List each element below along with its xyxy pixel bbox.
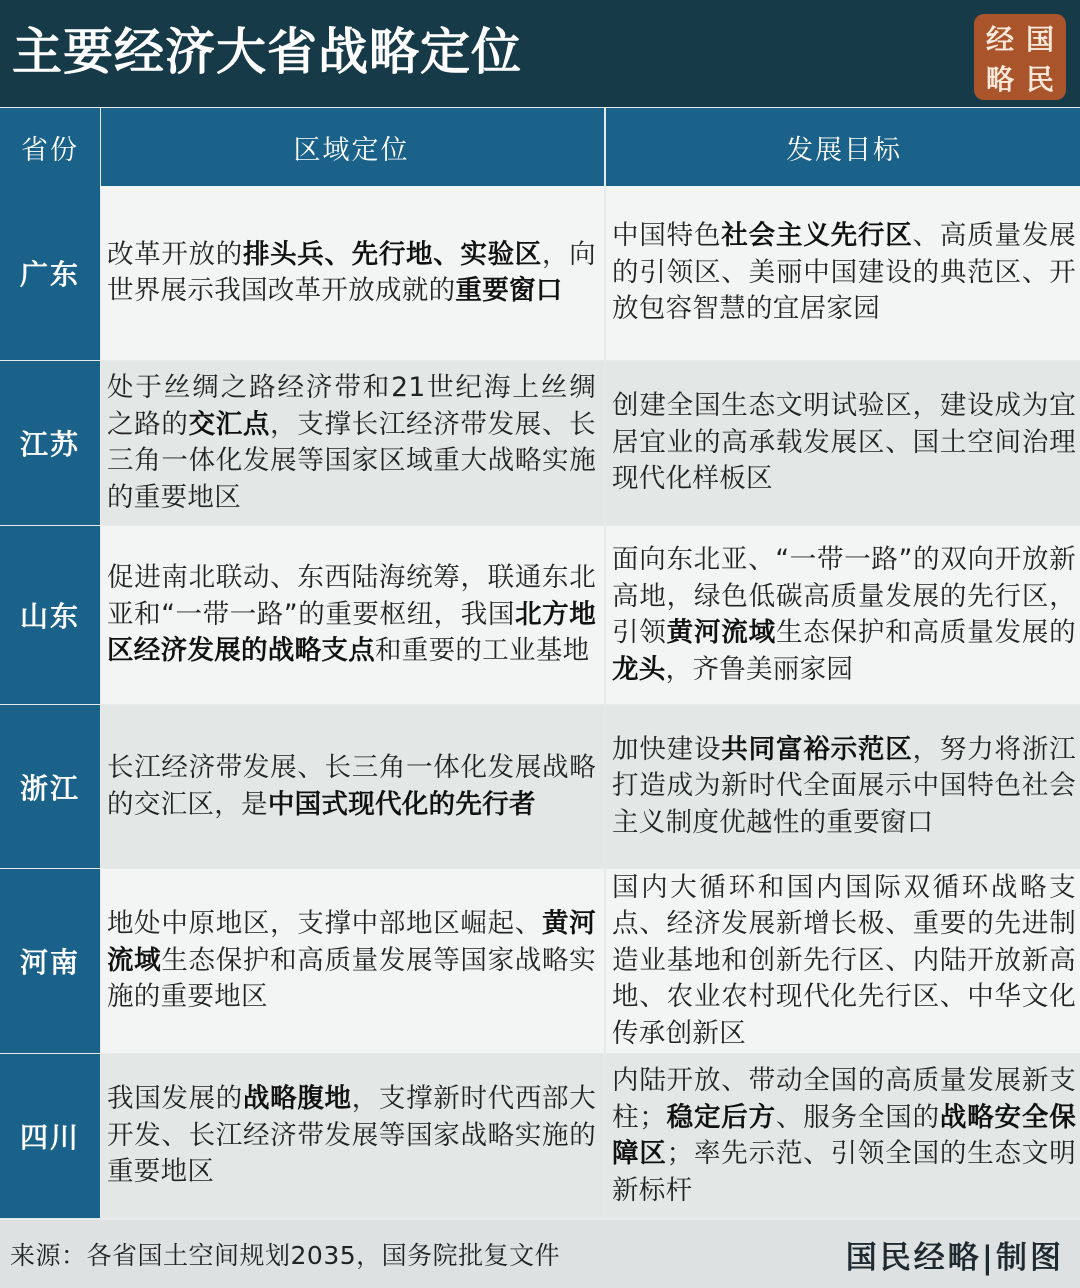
highlight-text: 共同富裕示范区 xyxy=(721,733,913,765)
goal-cell-text xyxy=(612,1063,1076,1209)
highlight-text: 黄河流域 xyxy=(107,908,596,976)
position-cell-text xyxy=(107,750,596,823)
body-segment: 面向东北亚、“一带一路”的双向开放新高地，绿色低碳高质量发展的先行区，引领 xyxy=(612,544,1076,648)
body-segment: ，向世界展示我国改革开放成就的 xyxy=(107,238,596,306)
goal-cell xyxy=(606,1054,1080,1218)
footer xyxy=(0,1220,1080,1288)
province-cell: 广东 xyxy=(0,186,100,360)
position-cell xyxy=(101,526,604,704)
logo-char: 略 xyxy=(985,63,1014,96)
logo-char: 经 xyxy=(985,23,1014,56)
goal-cell-text xyxy=(612,542,1076,688)
header-province: 省份 xyxy=(0,108,100,186)
logo-char: 国 xyxy=(1025,23,1054,56)
goal-cell xyxy=(606,869,1080,1053)
goal-cell xyxy=(606,186,1080,360)
body-segment: 地处中原地区，支撑中部地区崛起、 xyxy=(107,908,542,940)
body-segment: 、高质量发展的引领区、美丽中国建设的典范区、开放包容智慧的宜居家园 xyxy=(612,220,1076,325)
source-note: 来源：各省国土空间规划2035，国务院批复文件 xyxy=(10,1241,561,1270)
position-cell xyxy=(101,361,604,525)
brand-logo xyxy=(974,14,1066,100)
body-segment: ，努力将浙江打造成为新时代全面展示中国特色社会主义制度优越性的重要窗口 xyxy=(612,733,1076,838)
table-row xyxy=(0,361,1080,525)
position-cell-text xyxy=(107,906,596,1016)
position-cell xyxy=(101,1054,604,1218)
body-segment: 生态保护和高质量发展等国家战略实施的重要地区 xyxy=(107,944,596,1013)
body-segment: 中国特色 xyxy=(612,220,722,252)
goal-cell-text xyxy=(612,732,1076,842)
table-row xyxy=(0,869,1080,1053)
province-cell: 浙江 xyxy=(0,705,100,868)
body-segment: 长江经济带发展、长三角一体化发展战略的交汇区，是 xyxy=(107,752,596,820)
header-goal: 发展目标 xyxy=(606,108,1080,186)
position-cell-text xyxy=(107,560,596,670)
table-row xyxy=(0,1054,1080,1218)
goal-cell-text xyxy=(612,388,1076,498)
highlight-text: 重要窗口 xyxy=(455,275,563,306)
body-segment: 内陆开放、带动全国的高质量发展新支柱； xyxy=(612,1065,1076,1133)
body-segment: 改革开放的 xyxy=(107,238,243,270)
body-segment: 国内大循环和国内国际双循环战略支点、经济发展新增长极、重要的先进制造业基地和创新先行区、内陆开放新高地、农业农村现代化先行区、中华文化传承创新区 xyxy=(612,871,1076,1049)
logo-char: 民 xyxy=(1025,63,1054,96)
body-segment: 生态保护和高质量发展的 xyxy=(775,617,1076,648)
position-cell xyxy=(101,705,604,868)
province-cell: 山东 xyxy=(0,526,100,704)
goal-cell-text xyxy=(612,870,1076,1053)
highlight-text: 龙头 xyxy=(612,653,666,685)
body-segment: 促进南北联动、东西陆海统筹，联通东北亚和“一带一路”的重要枢纽，我国 xyxy=(107,562,596,630)
body-segment: 创建全国生态文明试验区，建设成为宜居宜业的高承载发展区、国土空间治理现代化样板区 xyxy=(612,390,1076,495)
highlight-text: 稳定后方 xyxy=(666,1101,776,1133)
body-segment: ，齐鲁美丽家园 xyxy=(665,653,854,685)
goal-cell xyxy=(606,361,1080,525)
position-cell xyxy=(101,186,604,360)
province-cell: 河南 xyxy=(0,869,100,1053)
goal-cell-text xyxy=(612,218,1076,328)
table-row xyxy=(0,526,1080,704)
highlight-text: 交汇点 xyxy=(188,408,271,440)
body-segment: ，支撑新时代西部大开发、长江经济带发展等国家战略实施的重要地区 xyxy=(107,1083,597,1188)
header-position: 区域定位 xyxy=(101,108,604,186)
goal-cell xyxy=(606,526,1080,704)
highlight-text: 战略安全保障区 xyxy=(612,1101,1076,1169)
position-cell-text xyxy=(107,1081,596,1191)
highlight-text: 黄河流域 xyxy=(666,617,776,648)
table-row xyxy=(0,186,1080,360)
province-cell: 江苏 xyxy=(0,361,100,525)
highlight-text: 北方地区经济发展的战略支点 xyxy=(107,598,596,667)
page-title: 主要经济大省战略定位 xyxy=(12,23,522,81)
province-cell: 四川 xyxy=(0,1054,100,1218)
table-header-row xyxy=(0,108,1080,186)
header-bar xyxy=(0,0,1080,107)
body-segment: 、服务全国的 xyxy=(775,1101,940,1133)
highlight-text: 战略腹地 xyxy=(242,1083,352,1115)
position-cell xyxy=(101,869,604,1053)
body-segment: 加快建设 xyxy=(612,733,722,765)
highlight-text: 中国式现代化的先行者 xyxy=(267,788,536,820)
table-row xyxy=(0,705,1080,868)
body-segment: 和重要的工业基地 xyxy=(375,635,590,667)
position-cell-text xyxy=(107,237,596,310)
body-segment: ；率先示范、引领全国的生态文明新标杆 xyxy=(612,1138,1076,1206)
body-segment: ，支撑长江经济带发展、长三角一体化发展等国家区域重大战略实施的重要地区 xyxy=(107,408,596,513)
highlight-text: 社会主义先行区 xyxy=(721,220,913,252)
highlight-text: 排头兵、先行地、实验区 xyxy=(242,238,542,270)
credit-mark: 国民经略|制图 xyxy=(845,1240,1064,1276)
position-cell-text xyxy=(107,370,596,516)
goal-cell xyxy=(606,705,1080,868)
body-segment: 我国发展的 xyxy=(107,1083,243,1115)
body-segment: 处于丝绸之路经济带和21世纪海上丝绸之路的 xyxy=(107,372,596,440)
